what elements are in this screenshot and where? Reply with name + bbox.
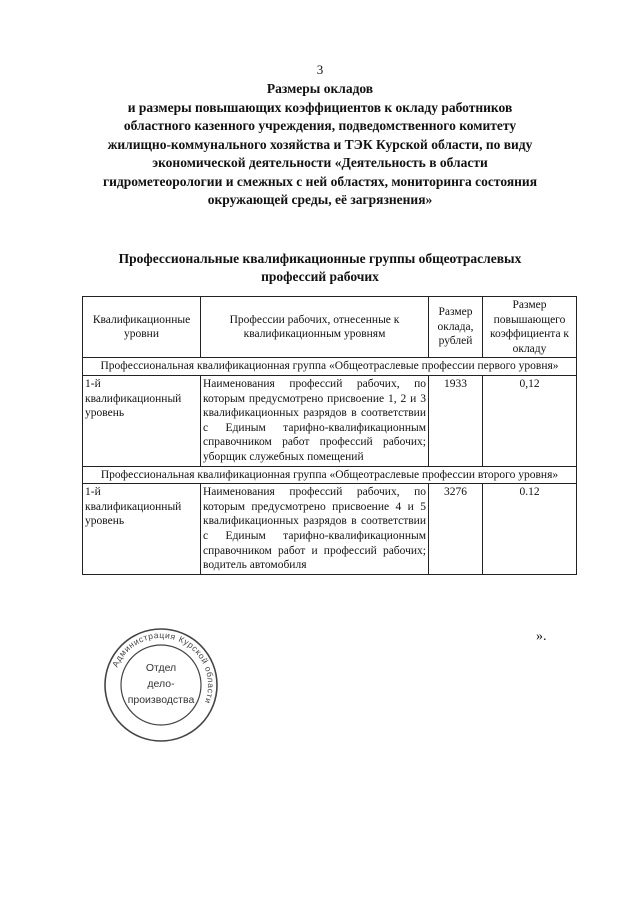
title-line: экономической деятельности «Деятельность в области — [152, 155, 488, 170]
salary-cell: 3276 — [429, 484, 483, 575]
header-levels: Квалификационные уровни — [83, 297, 201, 358]
document-title — [60, 80, 580, 210]
stamp-ring-text: Администрация Курской области — [109, 629, 217, 706]
subtitle-line: Профессиональные квалификационные группы общеотраслевых — [118, 251, 522, 266]
header-coefficient: Размер повышающего коэффициента к окладу — [483, 297, 577, 358]
group-title: Профессиональная квалификационная группа «Общеотраслевые профессии второго уровня» — [83, 466, 577, 484]
page-number: 3 — [316, 62, 324, 77]
coefficient-cell: 0,12 — [483, 375, 577, 466]
office-stamp — [102, 626, 220, 744]
title-line: областного казенного учреждения, подведомственного комитету — [123, 118, 517, 133]
professions-cell: Наименования профессий рабочих, по которым предусмотрено присвоение 1, 2 и 3 квалификационных разрядов в соответствии с Единым тарифно-квалификационным справочником работ профессий рабочих; уборщик служебных помещений — [201, 375, 429, 466]
table-header-row — [83, 297, 577, 358]
header-professions: Профессии рабочих, отнесенные к квалификационным уровням — [201, 297, 429, 358]
table-row — [83, 484, 577, 575]
stamp-center-line: дело- — [147, 678, 175, 690]
table-group-row — [83, 466, 577, 484]
table-row — [83, 375, 577, 466]
stamp-center-line: производства — [127, 694, 195, 706]
title-line: Размеры окладов — [266, 81, 374, 96]
group-title: Профессиональная квалификационная группа «Общеотраслевые профессии первого уровня» — [83, 358, 577, 376]
level-cell: 1-й квалификационный уровень — [83, 375, 201, 466]
header-salary: Размер оклада, рублей — [429, 297, 483, 358]
salary-table — [82, 296, 577, 575]
level-cell: 1-й квалификационный уровень — [83, 484, 201, 575]
title-line: окружающей среды, её загрязнения» — [207, 192, 433, 207]
stamp-center-line: Отдел — [145, 662, 177, 674]
table-group-row — [83, 358, 577, 376]
coefficient-cell: 0.12 — [483, 484, 577, 575]
subtitle-line: профессий рабочих — [261, 269, 379, 284]
professions-cell: Наименования профессий рабочих, по которым предусмотрено присвоение 4 и 5 квалификационных разрядов в соответствии с Единым тарифно-квалификационным справочником работ и профессий рабочих; водитель автомобиля — [201, 484, 429, 575]
closing-quote: ». — [536, 629, 547, 644]
section-subtitle — [70, 250, 570, 286]
title-line: гидрометеорологии и смежных с ней областях, мониторинга состояния — [102, 173, 538, 189]
title-line: и размеры повышающих коэффициентов к окладу работников — [127, 99, 513, 115]
salary-cell: 1933 — [429, 375, 483, 466]
title-line: жилищно-коммунального хозяйства и ТЭК Курской области, по виду — [107, 136, 533, 152]
